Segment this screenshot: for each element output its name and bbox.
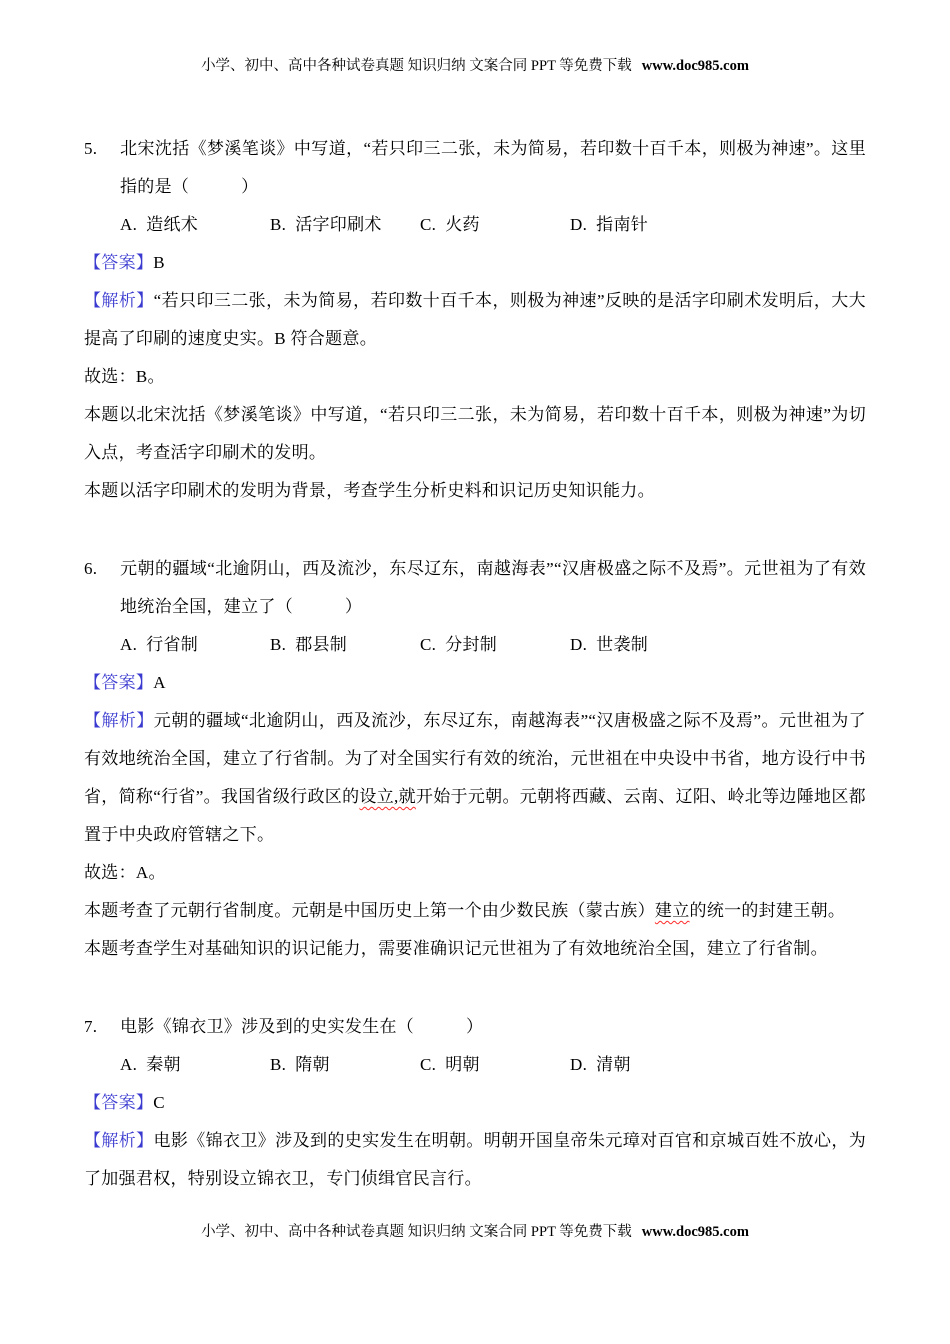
option-text: 明朝 <box>445 1055 480 1074</box>
option-text: 火药 <box>445 215 480 234</box>
option-text: 世袭制 <box>596 635 649 654</box>
option-label: D. <box>570 635 588 654</box>
option-text: 秦朝 <box>146 1055 181 1074</box>
analysis-paragraph <box>84 930 866 968</box>
option-label: D. <box>570 1055 588 1074</box>
option-label: C. <box>420 1055 437 1074</box>
analysis-text: 本题以北宋沈括《梦溪笔谈》中写道，“若只印三二张，未为简易，若印数十百千本，则极为神速”为切入点，考查活字印刷术的发明。 <box>84 405 866 462</box>
option-text: 分封制 <box>445 635 498 654</box>
header-url: www.doc985.com <box>641 58 749 74</box>
option-c <box>420 626 570 664</box>
page-header <box>84 56 866 76</box>
analysis-paragraph <box>84 358 866 396</box>
analysis-paragraph <box>84 702 866 854</box>
grammar-marked-text: 建立 <box>654 901 690 920</box>
question-stem <box>84 1008 866 1046</box>
question-stem-text: 北宋沈括《梦溪笔谈》中写道，“若只印三二张，未为简易，若印数十百千本，则极为神速”。这里指的是（ ） <box>120 139 866 196</box>
options-row <box>84 206 866 244</box>
option-text: 隋朝 <box>295 1055 330 1074</box>
option-c <box>420 206 570 244</box>
analysis-text: “若只印三二张，未为简易，若印数十百千本，则极为神速”反映的是活字印刷术发明后，大大提高了印刷的速度史实。B 符合题意。 <box>84 291 866 348</box>
option-text: 活字印刷术 <box>295 215 382 234</box>
answer-label: 【答案】 <box>84 253 154 272</box>
question-number: 6. <box>84 559 98 578</box>
analysis-text: 本题考查学生对基础知识的识记能力，需要准确识记元世祖为了有效地统治全国，建立了行省制。 <box>84 939 828 958</box>
option-text: 造纸术 <box>146 215 199 234</box>
analysis-text: 电影《锦衣卫》涉及到的史实发生在明朝。明朝开国皇帝朱元璋对百官和京城百姓不放心，为了加强君权，特别设立锦衣卫，专门侦缉官民言行。 <box>84 1131 866 1188</box>
answer-value: C <box>153 1093 165 1112</box>
options-row <box>84 626 866 664</box>
question-6 <box>84 550 866 968</box>
answer-line <box>84 1084 866 1122</box>
question-stem-text: 元朝的疆域“北逾阴山，西及流沙，东尽辽东，南越海表”“汉唐极盛之际不及焉”。元世祖为了有效地统治全国，建立了（ ） <box>120 559 866 616</box>
option-a <box>120 206 270 244</box>
option-label: B. <box>270 635 287 654</box>
analysis-text: 本题以活字印刷术的发明为背景，考查学生分析史料和识记历史知识能力。 <box>84 481 655 500</box>
page-footer <box>84 1222 866 1242</box>
option-label: C. <box>420 635 437 654</box>
option-d <box>570 206 648 244</box>
analysis-paragraph <box>84 1122 866 1198</box>
option-b <box>270 206 420 244</box>
option-text: 行省制 <box>146 635 199 654</box>
analysis-paragraph <box>84 282 866 358</box>
answer-line <box>84 244 866 282</box>
header-text: 小学、初中、高中各种试卷真题 知识归纳 文案合同 PPT 等免费下载 <box>201 58 632 74</box>
analysis-paragraph <box>84 472 866 510</box>
question-7 <box>84 1008 866 1198</box>
option-label: A. <box>120 635 138 654</box>
document-page <box>84 0 866 1342</box>
analysis-text: 本题考查了元朝行省制度。元朝是中国历史上第一个由少数民族（蒙古族） <box>84 901 655 920</box>
question-5 <box>84 130 866 510</box>
analysis-text: 故选：B。 <box>84 367 165 386</box>
option-label: D. <box>570 215 588 234</box>
option-label: B. <box>270 1055 287 1074</box>
analysis-text: 的统一的封建王朝。 <box>689 901 846 920</box>
answer-label: 【答案】 <box>84 673 154 692</box>
footer-url: www.doc985.com <box>641 1224 749 1240</box>
analysis-text: 故选：A。 <box>84 863 166 882</box>
grammar-marked-text: 设立,就 <box>359 787 416 806</box>
analysis-label: 【解析】 <box>84 711 154 730</box>
question-stem <box>84 550 866 626</box>
option-a <box>120 1046 270 1084</box>
answer-value: B <box>153 253 165 272</box>
option-b <box>270 1046 420 1084</box>
analysis-text: 元朝的疆域“北逾阴山，西及流沙，东尽辽东，南越海表”“汉唐极盛之际不及焉”。元世祖为了有效地统治全国，建立了行省制。为了对全国实行有效的统治，元世祖在中央设中书省，地方设行中书省，简称“行省”。我国省级行政区的 <box>84 711 866 806</box>
answer-value: A <box>153 673 166 692</box>
analysis-text: 开始于元朝。元朝将西藏、云南、辽阳、岭北等边陲地区都置于中央政府管辖之下。 <box>84 787 866 844</box>
option-b <box>270 626 420 664</box>
option-label: A. <box>120 1055 138 1074</box>
answer-line <box>84 664 866 702</box>
option-label: C. <box>420 215 437 234</box>
question-number: 5. <box>84 139 98 158</box>
analysis-label: 【解析】 <box>84 1131 154 1150</box>
option-text: 郡县制 <box>295 635 348 654</box>
option-d <box>570 626 648 664</box>
question-stem <box>84 130 866 206</box>
option-a <box>120 626 270 664</box>
analysis-label: 【解析】 <box>84 291 154 310</box>
option-d <box>570 1046 631 1084</box>
option-text: 清朝 <box>596 1055 631 1074</box>
analysis-paragraph <box>84 854 866 892</box>
option-label: A. <box>120 215 138 234</box>
question-number: 7. <box>84 1017 98 1036</box>
analysis-paragraph <box>84 396 866 472</box>
option-text: 指南针 <box>596 215 649 234</box>
analysis-paragraph <box>84 892 866 930</box>
footer-text: 小学、初中、高中各种试卷真题 知识归纳 文案合同 PPT 等免费下载 <box>201 1224 632 1240</box>
option-label: B. <box>270 215 287 234</box>
question-stem-text: 电影《锦衣卫》涉及到的史实发生在（ ） <box>120 1017 484 1036</box>
options-row <box>84 1046 866 1084</box>
option-c <box>420 1046 570 1084</box>
answer-label: 【答案】 <box>84 1093 154 1112</box>
